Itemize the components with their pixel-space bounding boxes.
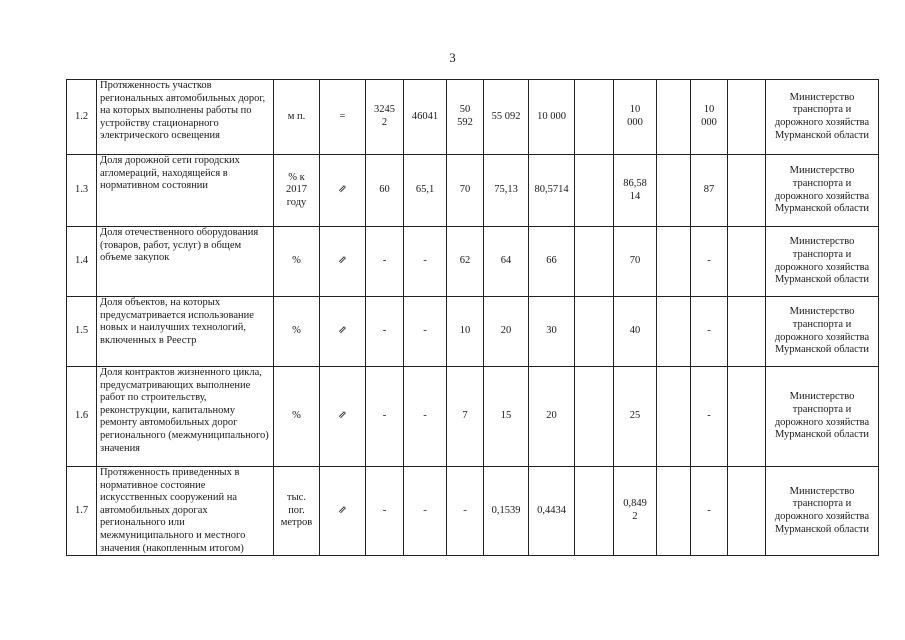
value-cell: 10 xyxy=(447,297,484,367)
value-cell: - xyxy=(404,367,447,467)
value-cell xyxy=(575,80,614,155)
responsible-body: Министерство транспорта и дорожного хозяйства Мурманской области xyxy=(766,155,879,227)
value-cell xyxy=(657,297,691,367)
table-row xyxy=(67,367,879,467)
value-cell: 65,1 xyxy=(404,155,447,227)
indicator-name: Протяженность приведенных в нормативное состояние искусственных сооружений на автомобильных дорогах регионального или межмуниципального и местного значения (накопленным итогом) xyxy=(97,467,274,556)
unit: % xyxy=(274,367,320,467)
indicator-name: Доля отечественного оборудования (товаров, работ, услуг) в общем объеме закупок xyxy=(97,227,274,297)
page-number: 3 xyxy=(449,50,456,65)
value-cell xyxy=(728,467,766,556)
unit: % xyxy=(274,227,320,297)
row-number: 1.4 xyxy=(67,227,97,297)
unit: % xyxy=(274,297,320,367)
value-cell xyxy=(575,297,614,367)
unit: тыс. пог. метров xyxy=(274,467,320,556)
row-number: 1.5 xyxy=(67,297,97,367)
direction-icon: ⇗ xyxy=(320,367,366,467)
value-cell: 80,5714 xyxy=(529,155,575,227)
value-cell: 75,13 xyxy=(484,155,529,227)
indicator-name: Протяженность участков региональных автомобильных дорог, на которых выполнены работы по устройству стационарного электрического освещения xyxy=(97,80,274,155)
value-cell: 0,4434 xyxy=(529,467,575,556)
row-number: 1.3 xyxy=(67,155,97,227)
row-number: 1.7 xyxy=(67,467,97,556)
value-cell: 62 xyxy=(447,227,484,297)
value-cell xyxy=(575,227,614,297)
unit: м п. xyxy=(274,80,320,155)
value-cell: 40 xyxy=(614,297,657,367)
responsible-body: Министерство транспорта и дорожного хозяйства Мурманской области xyxy=(766,297,879,367)
direction-icon: ⇗ xyxy=(320,155,366,227)
indicator-name: Доля дорожной сети городских агломераций, находящейся в нормативном состоянии xyxy=(97,155,274,227)
value-cell: 70 xyxy=(447,155,484,227)
value-cell: 0,1539 xyxy=(484,467,529,556)
value-cell xyxy=(657,367,691,467)
value-cell: 66 xyxy=(529,227,575,297)
value-cell: 50 592 xyxy=(447,80,484,155)
value-cell: - xyxy=(366,467,404,556)
value-cell xyxy=(575,155,614,227)
value-cell: - xyxy=(691,297,728,367)
direction-icon: ⇗ xyxy=(320,467,366,556)
value-cell: 87 xyxy=(691,155,728,227)
value-cell: - xyxy=(691,367,728,467)
direction-icon: ⇗ xyxy=(320,227,366,297)
direction-icon: = xyxy=(320,80,366,155)
table-row xyxy=(67,227,879,297)
value-cell: - xyxy=(366,227,404,297)
value-cell: - xyxy=(404,297,447,367)
value-cell xyxy=(657,227,691,297)
value-cell xyxy=(575,467,614,556)
value-cell: 15 xyxy=(484,367,529,467)
value-cell xyxy=(728,297,766,367)
value-cell: - xyxy=(404,227,447,297)
responsible-body: Министерство транспорта и дорожного хозяйства Мурманской области xyxy=(766,367,879,467)
value-cell xyxy=(728,80,766,155)
value-cell: 10 000 xyxy=(529,80,575,155)
value-cell: - xyxy=(404,467,447,556)
value-cell: 70 xyxy=(614,227,657,297)
value-cell: 60 xyxy=(366,155,404,227)
value-cell: - xyxy=(691,467,728,556)
table-row xyxy=(67,297,879,367)
indicators-table xyxy=(66,79,879,556)
value-cell: - xyxy=(691,227,728,297)
row-number: 1.6 xyxy=(67,367,97,467)
indicator-name: Доля объектов, на которых предусматривается использование новых и наилучших технологий, включенных в Реестр xyxy=(97,297,274,367)
row-number: 1.2 xyxy=(67,80,97,155)
value-cell: 55 092 xyxy=(484,80,529,155)
value-cell: 64 xyxy=(484,227,529,297)
value-cell: 3245 2 xyxy=(366,80,404,155)
value-cell xyxy=(657,80,691,155)
table-row xyxy=(67,80,879,155)
value-cell xyxy=(728,367,766,467)
responsible-body: Министерство транспорта и дорожного хозяйства Мурманской области xyxy=(766,80,879,155)
direction-icon: ⇗ xyxy=(320,297,366,367)
indicator-name: Доля контрактов жизненного цикла, предусматривающих выполнение работ по строительству, реконструкции, капитальному ремонту автомобильных дорог регионального (межмуниципального) значения xyxy=(97,367,274,467)
responsible-body: Министерство транспорта и дорожного хозяйства Мурманской области xyxy=(766,467,879,556)
value-cell: 7 xyxy=(447,367,484,467)
value-cell: 30 xyxy=(529,297,575,367)
value-cell: 46041 xyxy=(404,80,447,155)
table-body xyxy=(67,80,879,556)
value-cell xyxy=(728,227,766,297)
value-cell: 0,849 2 xyxy=(614,467,657,556)
value-cell: - xyxy=(366,367,404,467)
value-cell xyxy=(657,155,691,227)
value-cell: - xyxy=(447,467,484,556)
table-row xyxy=(67,467,879,556)
value-cell: 86,58 14 xyxy=(614,155,657,227)
value-cell xyxy=(728,155,766,227)
table-row xyxy=(67,155,879,227)
value-cell: 25 xyxy=(614,367,657,467)
value-cell: 20 xyxy=(529,367,575,467)
unit: % к 2017 году xyxy=(274,155,320,227)
value-cell: 10 000 xyxy=(691,80,728,155)
value-cell xyxy=(575,367,614,467)
value-cell: 20 xyxy=(484,297,529,367)
value-cell: - xyxy=(366,297,404,367)
value-cell xyxy=(657,467,691,556)
value-cell: 10 000 xyxy=(614,80,657,155)
responsible-body: Министерство транспорта и дорожного хозяйства Мурманской области xyxy=(766,227,879,297)
